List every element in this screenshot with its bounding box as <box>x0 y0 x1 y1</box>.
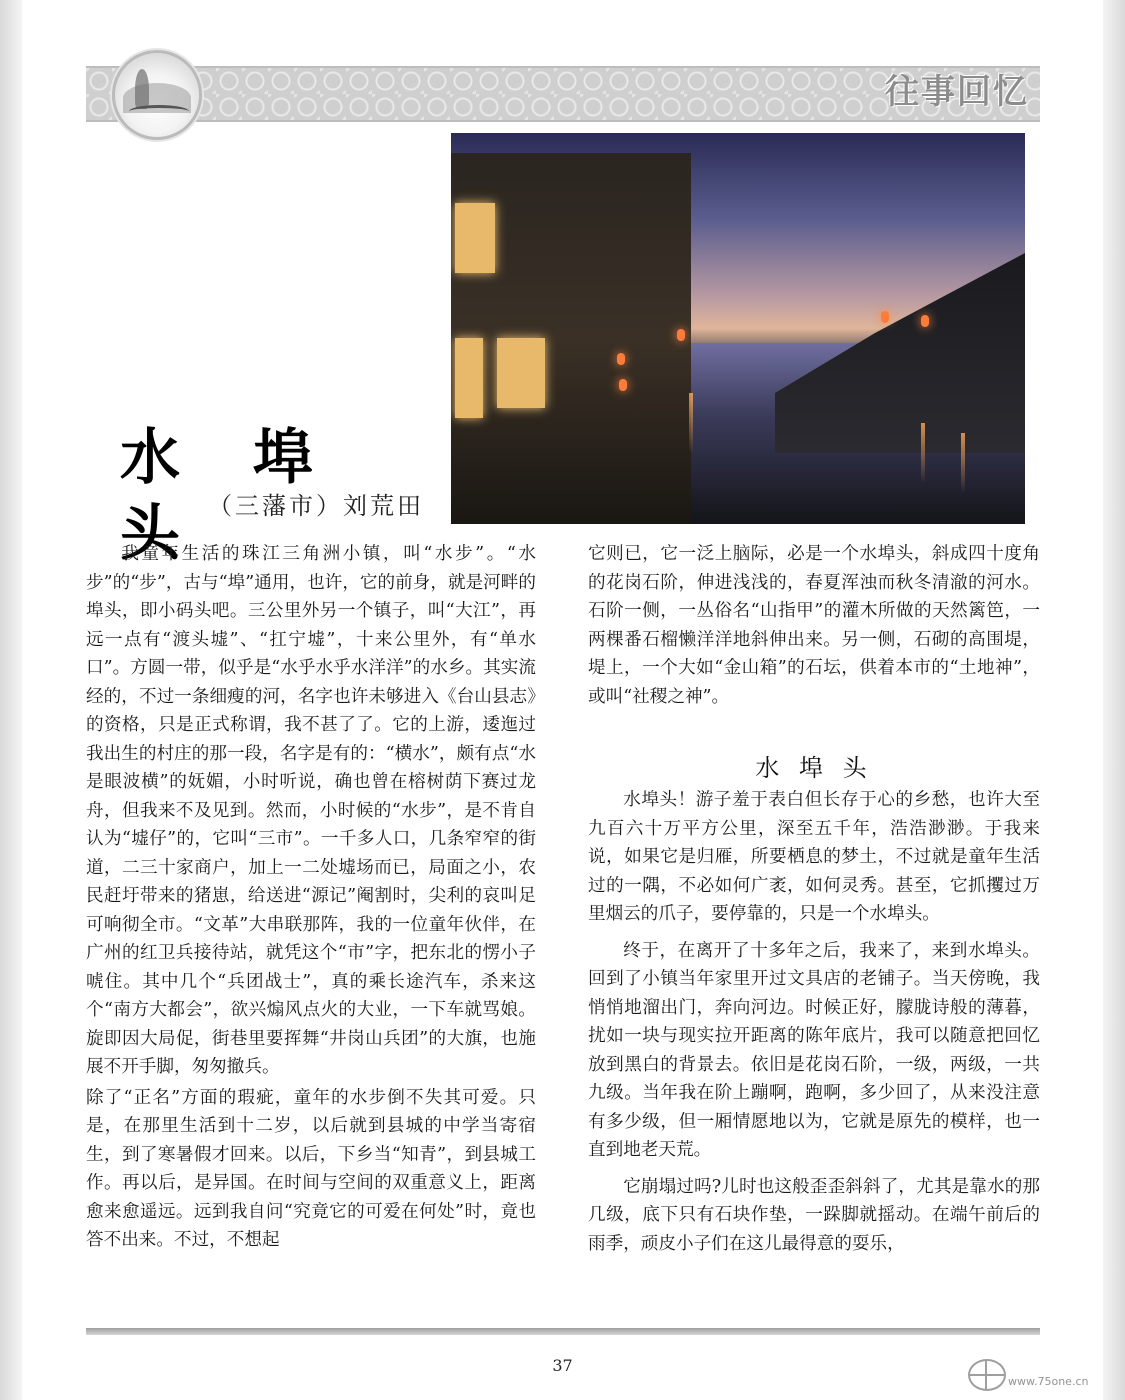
watermark <box>968 1355 1118 1395</box>
article-photo <box>451 133 1025 524</box>
photo-lantern <box>921 315 929 327</box>
page-number: 37 <box>552 1356 573 1375</box>
article-title: 水 埠 头 <box>120 423 339 569</box>
photo-light-reflection <box>921 423 925 483</box>
emblem-tree <box>135 69 149 109</box>
right-column-top <box>588 540 1040 715</box>
section-tag: 往事回忆 <box>885 72 1029 112</box>
photo-window <box>497 338 545 408</box>
photo-light-reflection <box>961 433 965 493</box>
article-byline: （三藩市）刘荒田 <box>208 492 424 520</box>
left-column <box>86 540 536 1320</box>
photo-lantern <box>677 329 685 341</box>
paragraph: 它则已，它一泛上脑际，必是一个水埠头，斜成四十度角的花岗石阶，伸进浅浅的，春夏浑浊而秋冬清澈的河水。石阶一侧，一丛俗名“山指甲”的灌木所做的天然篱笆，一两棵番石榴懒洋洋地斜伸出来。另一侧，石砌的高围堤，堤上，一个大如“金山箱”的石坛，供着本市的“土地神”，或叫“社稷之神”。 <box>588 544 1040 707</box>
paragraph: 终于，在离开了十多年之后，我来了，来到水埠头。回到了小镇当年家里开过文具店的老铺子。当天傍晚，我悄悄地溜出门，奔向河边。时候正好，朦胧诗般的薄暮，扰如一块与现实拉开距离的陈年底片，我可以随意把回忆放到黑白的背景去。依旧是花岗石阶，一级，两级，一共九级。当年我在阶上蹦啊，跑啊，多少回了，从来没注意有多少级，但一厢情愿地以为，它就是原先的模样，也一直到地老天荒。 <box>588 940 1040 1160</box>
page-edge-left <box>0 0 22 1400</box>
photo-window <box>455 203 495 273</box>
paragraph: 除了“正名”方面的瑕疵，童年的水步倒不失其可爱。只是，在那里生活到十二岁，以后就到县城的中学当寄宿生，到了寒暑假才回来。以后，下乡当“知青”，到县城工作。再以后，是异国。在时间与空间的双重意义上，距离愈来愈遥远。远到我自问“究竟它的可爱在何处”时，竟也答不出来。不过，不想起 <box>86 1087 536 1250</box>
watermark-text: www.75one.cn <box>1008 1375 1089 1388</box>
paragraph: 我童年生活的珠江三角洲小镇，叫“水步”。“水步”的“步”，古与“埠”通用，也许，它的前身，就是河畔的埠头，即小码头吧。三公里外另一个镇子，叫“大江”，再远一点有“渡头墟”、“扛宁墟”，十来公里外，有“单水口”。方圆一带，似乎是“水乎水乎水洋洋”的水乡。其实流经的，不过一条细瘦的河，名字也许未够进入《台山县志》的资格，只是正式称谓，我不甚了了。它的上游，逶迤过我出生的村庄的那一段，名字是有的：“横水”，颇有点“水是眼波横”的妩媚，小时听说，确也曾在榕树荫下赛过龙舟，但我来不及见到。然而，小时候的“水步”，是不肯自认为“墟仔”的，它叫“三市”。一千多人口，几条窄窄的街道，二三十家商户，加上一二处墟场而已，局面之小，农民赶圩带来的猪崽，给送进“源记”阉割时，尖利的哀叫足可响彻全市。“文革”大串联那阵，我的一位童年伙伴，在广州的红卫兵接待站，就凭这个“市”字，把东北的愣小子唬住。其中几个“兵团战士”，真的乘长途汽车，杀来这个“南方大都会”，欲兴煽风点火的大业，一下车就骂娘。旋即因大局促，街巷里要挥舞“井岗山兵团”的大旗，也施展不开手脚，匆匆撤兵。 <box>86 544 536 1077</box>
photo-lantern <box>881 311 889 323</box>
photo-lantern <box>617 353 625 365</box>
photo-window <box>455 338 483 418</box>
photo-light-reflection <box>689 393 693 453</box>
globe-icon <box>968 1359 1006 1391</box>
paragraph: 水埠头！游子羞于表白但长存于心的乡愁，也许大至九百六十万平方公里，深至五千年，浩浩渺渺。于我来说，如果它是归雁，所要栖息的梦土，不过就是童年生活过的一隅，不必如何广袤，如何灵秀。甚至，它抓攫过万里烟云的爪子，要停靠的，只是一个水埠头。 <box>588 790 1040 924</box>
paragraph: 它崩塌过吗?儿时也这般歪歪斜斜了，尤其是靠水的那几级，底下只有石块作垫，一跺脚就摇动。在端午前后的雨季，顽皮小子们在这儿最得意的耍乐， <box>588 1176 1040 1254</box>
footer-rule <box>86 1328 1040 1335</box>
landscape-emblem-icon <box>112 50 202 140</box>
section-subhead: 水 埠 头 <box>755 754 873 782</box>
emblem-bridge <box>129 105 189 118</box>
page-edge-right <box>1103 0 1125 1400</box>
right-column-bottom <box>588 786 1040 1326</box>
photo-lantern <box>619 379 627 391</box>
